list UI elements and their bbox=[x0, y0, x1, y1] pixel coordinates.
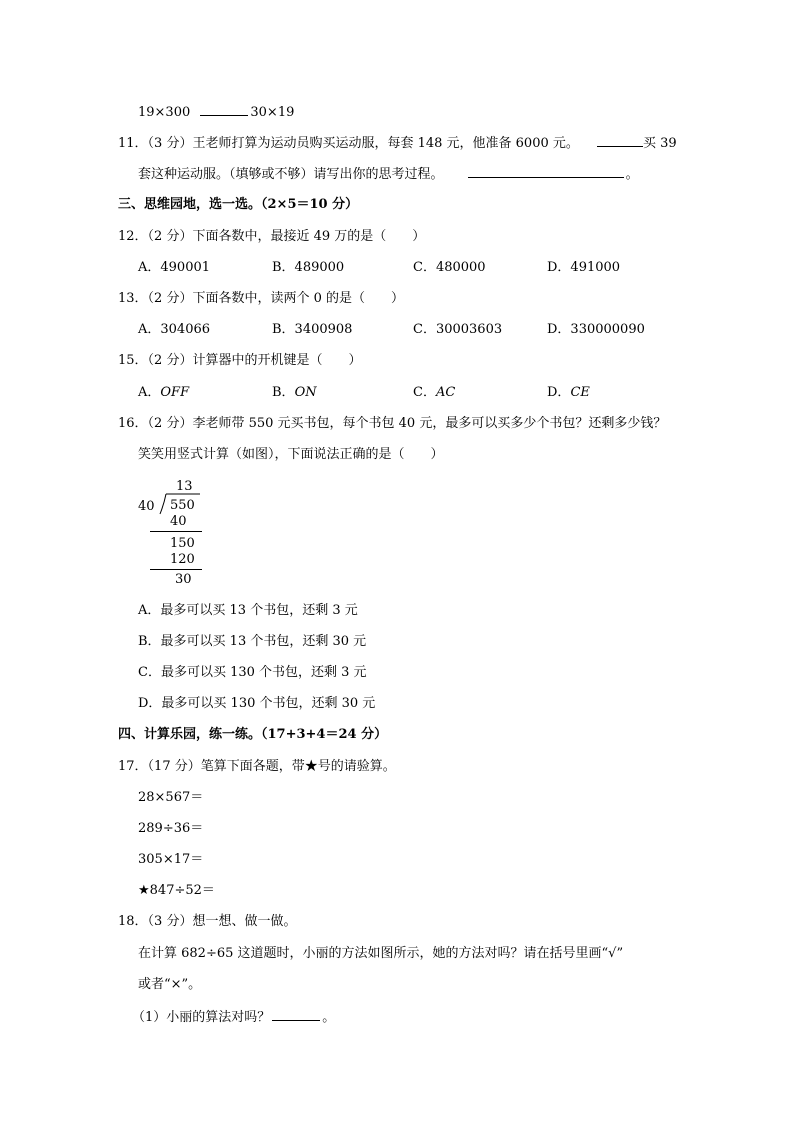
q12-option-b[interactable]: B．489000 bbox=[272, 260, 345, 275]
q17-item-1: 28×567＝ bbox=[138, 790, 204, 805]
key-off-label: OFF bbox=[160, 385, 190, 400]
section-4-heading: 四、计算乐园，练一练。（17+3+4＝24 分） bbox=[118, 727, 388, 742]
q18-answer-blank[interactable] bbox=[272, 1008, 320, 1021]
q12-option-c[interactable]: C．480000 bbox=[413, 260, 486, 275]
q11-line1 bbox=[118, 134, 677, 153]
q12-stem: 12．（2 分）下面各数中，最接近 49 万的是（ ） bbox=[118, 229, 426, 244]
q11-answer-blank-2[interactable] bbox=[468, 165, 624, 178]
q10-left-expr: 19×300 bbox=[138, 105, 191, 120]
q15-option-d[interactable]: D．CE bbox=[547, 385, 590, 400]
q16-option-c[interactable]: C．最多可以买 130 个书包，还剩 3 元 bbox=[138, 665, 367, 680]
q11-answer-blank-1[interactable] bbox=[597, 134, 643, 147]
division-divisor: 40 bbox=[138, 499, 155, 514]
division-rule-1 bbox=[150, 531, 202, 532]
q11-text-a: 11．（3 分）王老师打算为运动员购买运动服，每套 148 元，他准备 6000 元。 bbox=[118, 136, 579, 151]
q13-option-b[interactable]: B．3400908 bbox=[272, 322, 353, 337]
division-quotient: 13 bbox=[176, 479, 193, 494]
q11-text-c: 套这种运动服。（填够或不够）请写出你的思考过程。 bbox=[138, 167, 444, 182]
q11-line2 bbox=[138, 165, 639, 184]
q18-stem: 18．（3 分）想一想、做一做。 bbox=[118, 914, 297, 929]
q16-stem-line2: 笑笑用竖式计算（如图），下面说法正确的是（ ） bbox=[138, 447, 444, 462]
division-step-1: 40 bbox=[170, 514, 187, 529]
division-step-2: 150 bbox=[170, 536, 195, 551]
q13-option-a[interactable]: A．304066 bbox=[138, 322, 211, 337]
q16-stem-line1: 16．（2 分）李老师带 550 元买书包，每个书包 40 元，最多可以买多少个书包？还剩多少钱？ bbox=[118, 416, 667, 431]
q12-option-a[interactable]: A．490001 bbox=[138, 260, 211, 275]
key-on-label: ON bbox=[294, 385, 317, 400]
q15-option-c[interactable]: C．AC bbox=[413, 385, 456, 400]
q13-option-c[interactable]: C．30003603 bbox=[413, 322, 503, 337]
q16-option-d[interactable]: D．最多可以买 130 个书包，还剩 30 元 bbox=[138, 696, 376, 711]
q10-answer-blank[interactable] bbox=[200, 103, 248, 116]
q11-text-d: 。 bbox=[625, 167, 639, 182]
q18-line1: 在计算 682÷65 这道题时，小丽的方法如图所示，她的方法对吗？请在括号里画“√” bbox=[138, 946, 624, 961]
q18-sub1-text: （1）小丽的算法对吗？ bbox=[132, 1010, 271, 1025]
q16-option-b[interactable]: B．最多可以买 13 个书包，还剩 30 元 bbox=[138, 634, 367, 649]
q12-option-d[interactable]: D．491000 bbox=[547, 260, 621, 275]
q17-item-3: 305×17＝ bbox=[138, 852, 204, 867]
q15-option-b[interactable]: B．ON bbox=[272, 385, 317, 400]
division-step-3: 120 bbox=[170, 552, 195, 567]
q10-tail bbox=[138, 103, 294, 122]
section-3-heading: 三、思维园地，选一选。（2×5＝10 分） bbox=[118, 197, 359, 212]
division-rule-2 bbox=[150, 569, 202, 570]
q15-option-a[interactable]: A．OFF bbox=[138, 385, 190, 400]
q18-line2: 或者“×”。 bbox=[138, 977, 202, 992]
q15-stem: 15．（2 分）计算器中的开机键是（ ） bbox=[118, 353, 362, 368]
q10-right-expr: 30×19 bbox=[250, 105, 295, 120]
q16-option-a[interactable]: A．最多可以买 13 个书包，还剩 3 元 bbox=[138, 603, 358, 618]
key-ac-label: AC bbox=[435, 385, 456, 400]
q17-item-4: ★847÷52＝ bbox=[138, 883, 215, 898]
division-dividend: 550 bbox=[170, 498, 195, 513]
q17-item-2: 289÷36＝ bbox=[138, 821, 204, 836]
q13-stem: 13．（2 分）下面各数中，读两个 0 的是（ ） bbox=[118, 291, 404, 306]
q13-option-d[interactable]: D．330000090 bbox=[547, 322, 645, 337]
q11-text-b: 买 39 bbox=[643, 136, 677, 151]
long-division-figure bbox=[136, 476, 216, 591]
division-remainder: 30 bbox=[175, 572, 192, 587]
key-ce-label: CE bbox=[570, 385, 590, 400]
q17-stem: 17．（17 分）笔算下面各题，带★号的请验算。 bbox=[118, 759, 396, 774]
q18-sub1: （1）小丽的算法对吗？ 。 bbox=[132, 1010, 336, 1025]
